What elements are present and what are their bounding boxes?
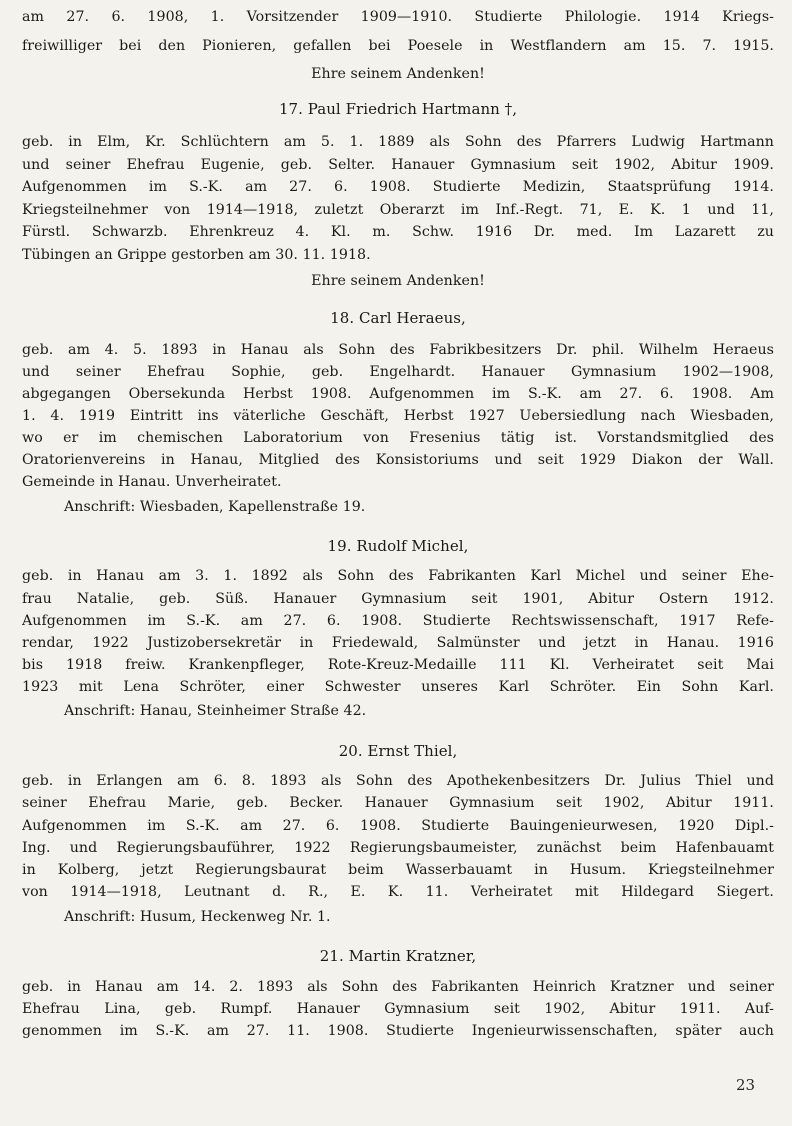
text-line: geb. in Elm, Kr. Schlüchtern am 5. 1. 1889 als Sohn des Pfarrers Ludwig Hartmann — [22, 134, 774, 150]
text-line: geb. am 4. 5. 1893 in Hanau als Sohn des Fabrikbesitzers Dr. phil. Wilhelm Heraeus — [22, 342, 774, 358]
entry-heading-19: 19. Rudolf Michel, — [327, 537, 469, 555]
text-line: Tübingen an Grippe gestorben am 30. 11. 1918. — [22, 247, 371, 263]
text-line: in Kolberg, jetzt Regierungsbaurat beim Wasserbauamt in Husum. Kriegsteilnehmer — [22, 862, 774, 878]
text-line: Oratorienvereins in Hanau, Mitglied des Konsistoriums und seit 1929 Diakon der Wall. — [22, 452, 774, 468]
text-line: genommen im S.-K. am 27. 11. 1908. Studierte Ingenieurwissenschaften, später auch — [22, 1023, 774, 1039]
text-line: am 27. 6. 1908, 1. Vorsitzender 1909—1910. Studierte Philologie. 1914 Kriegs- — [22, 9, 774, 25]
entry-heading-17: 17. Paul Friedrich Hartmann †, — [278, 100, 518, 118]
honor-line: Ehre seinem Andenken! — [311, 66, 485, 82]
text-line: Ing. und Regierungsbauführer, 1922 Regierungsbaumeister, zunächst beim Hafenbauamt — [22, 840, 774, 856]
text-line: Gemeinde in Hanau. Unverheiratet. — [22, 474, 282, 490]
text-line: geb. in Erlangen am 6. 8. 1893 als Sohn des Apothekenbesitzers Dr. Julius Thiel und — [22, 773, 774, 789]
entry-heading-20: 20. Ernst Thiel, — [338, 742, 458, 760]
text-line: geb. in Hanau am 14. 2. 1893 als Sohn des Fabrikanten Heinrich Kratzner und seiner — [22, 979, 774, 995]
text-line: Fürstl. Schwarzb. Ehrenkreuz 4. Kl. m. Schw. 1916 Dr. med. Im Lazarett zu — [22, 224, 774, 240]
address-line: Anschrift: Wiesbaden, Kapellenstraße 19. — [64, 499, 366, 515]
text-line: Ehefrau Lina, geb. Rumpf. Hanauer Gymnasium seit 1902, Abitur 1911. Auf- — [22, 1001, 774, 1017]
text-line: von 1914—1918, Leutnant d. R., E. K. 11. Verheiratet mit Hildegard Siegert. — [22, 884, 774, 900]
text-line: 1. 4. 1919 Eintritt ins väterliche Geschäft, Herbst 1927 Uebersiedlung nach Wiesbaden, — [22, 408, 774, 424]
text-line: Kriegsteilnehmer von 1914—1918, zuletzt Oberarzt im Inf.-Regt. 71, E. K. 1 und 11, — [22, 202, 774, 218]
text-line: wo er im chemischen Laboratorium von Fresenius tätig ist. Vorstandsmitglied des — [22, 430, 774, 446]
page-number: 23 — [736, 1076, 756, 1094]
text-line: rendar, 1922 Justizobersekretär in Friedewald, Salmünster und jetzt in Hanau. 1916 — [22, 635, 774, 651]
text-line: abgegangen Obersekunda Herbst 1908. Aufgenommen im S.-K. am 27. 6. 1908. Am — [22, 386, 774, 402]
text-line: und seiner Ehefrau Eugenie, geb. Selter. Hanauer Gymnasium seit 1902, Abitur 1909. — [22, 157, 774, 173]
text-line: Aufgenommen im S.-K. am 27. 6. 1908. Studierte Medizin, Staatsprüfung 1914. — [22, 179, 774, 195]
text-line: bis 1918 freiw. Krankenpfleger, Rote-Kreuz-Medaille 111 Kl. Verheiratet seit Mai — [22, 657, 774, 673]
document-page — [22, 0, 774, 1126]
text-line: geb. in Hanau am 3. 1. 1892 als Sohn des Fabrikanten Karl Michel und seiner Ehe- — [22, 568, 774, 584]
honor-line: Ehre seinem Andenken! — [311, 273, 485, 289]
text-line: 1923 mit Lena Schröter, einer Schwester unseres Karl Schröter. Ein Sohn Karl. — [22, 679, 774, 695]
text-line: Aufgenommen im S.-K. am 27. 6. 1908. Studierte Bauingenieurwesen, 1920 Dipl.- — [22, 818, 774, 834]
entry-heading-18: 18. Carl Heraeus, — [330, 309, 466, 327]
text-line: und seiner Ehefrau Sophie, geb. Engelhardt. Hanauer Gymnasium 1902—1908, — [22, 364, 774, 380]
entry-heading-21: 21. Martin Kratzner, — [319, 947, 477, 965]
address-line: Anschrift: Hanau, Steinheimer Straße 42. — [64, 703, 367, 719]
text-line: frau Natalie, geb. Süß. Hanauer Gymnasium seit 1901, Abitur Ostern 1912. — [22, 591, 774, 607]
text-line: Aufgenommen im S.-K. am 27. 6. 1908. Studierte Rechtswissenschaft, 1917 Refe- — [22, 613, 774, 629]
address-line: Anschrift: Husum, Heckenweg Nr. 1. — [64, 909, 331, 925]
text-line: freiwilliger bei den Pionieren, gefallen bei Poesele in Westflandern am 15. 7. 1915. — [22, 38, 774, 54]
text-line: seiner Ehefrau Marie, geb. Becker. Hanauer Gymnasium seit 1902, Abitur 1911. — [22, 795, 774, 811]
